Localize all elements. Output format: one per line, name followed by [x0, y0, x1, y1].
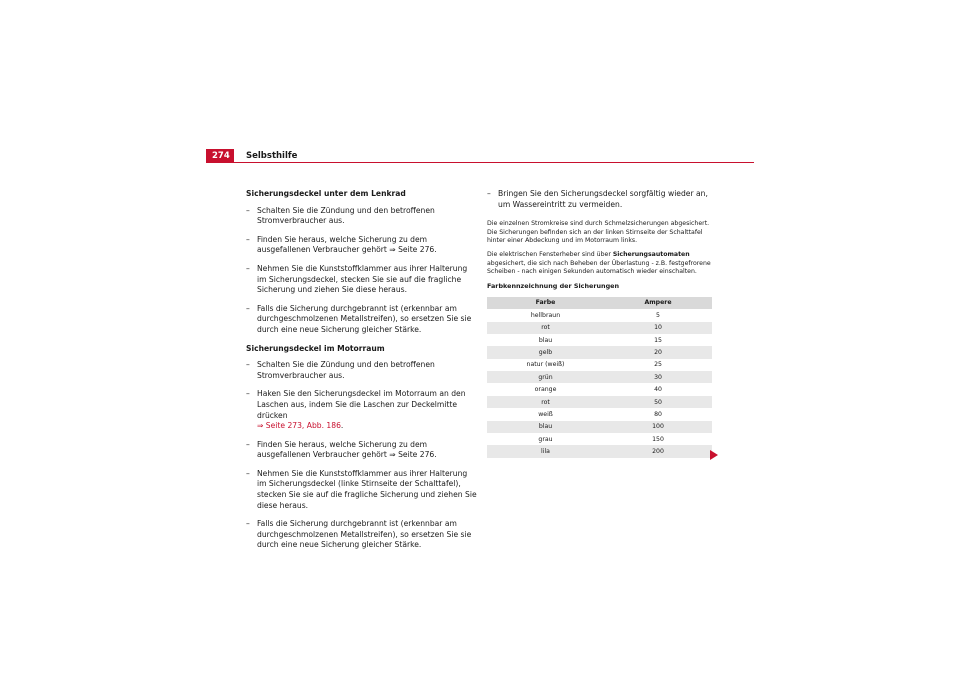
- cell-color: blau: [538, 336, 553, 344]
- cell-color: blau: [487, 421, 604, 433]
- step-text: Schalten Sie die Zündung und den betroffenen Stromverbraucher aus.: [257, 205, 435, 226]
- cell-ampere: 100: [604, 421, 712, 433]
- table-row: [487, 408, 712, 420]
- step-item: [246, 264, 478, 296]
- step-text: Nehmen Sie die Kunststoffklammer aus ihrer Halterung im Sicherungsdeckel, stecken Sie sie auf die fragliche Sicherung und ziehen Sie diese heraus.: [257, 263, 468, 295]
- section-heading-engine: Sicherungsdeckel im Motorraum: [246, 343, 385, 353]
- step-text: Bringen Sie den Sicherungsdeckel sorgfältig wieder an, um Wassereintritt zu vermeiden.: [498, 189, 708, 209]
- step-item: [246, 206, 478, 227]
- step-item: [246, 469, 478, 511]
- cell-ampere: 80: [654, 410, 662, 418]
- step-text: Finden Sie heraus, welche Sicherung zu dem ausgefallenen Verbraucher gehört ⇒ Seite 276.: [257, 234, 437, 255]
- table-row: [487, 309, 712, 321]
- cell-color: hellbraun: [530, 311, 561, 319]
- right-column: [487, 189, 712, 458]
- dash-marker: –: [246, 439, 250, 449]
- cell-color: rot: [487, 396, 604, 408]
- cell-ampere: 10: [604, 322, 712, 334]
- step-item: [487, 189, 712, 210]
- table-header-row: [487, 297, 712, 309]
- section-heading-steering: Sicherungsdeckel unter dem Lenkrad: [246, 189, 406, 198]
- step-text: Falls die Sicherung durchgebrannt ist (erkennbar am durchgeschmolzenen Metallstreifen), so ersetzen Sie sie durch eine neue Sicherung gleicher Stärke.: [257, 519, 472, 550]
- dash-marker: –: [246, 389, 250, 399]
- fuse-color-table: [487, 297, 712, 458]
- table-row: [487, 396, 712, 408]
- cell-ampere: 150: [652, 435, 664, 443]
- table-row: [487, 383, 712, 395]
- cell-ampere: 30: [604, 371, 712, 383]
- step-item: [246, 235, 478, 256]
- cell-color: grau: [538, 435, 553, 443]
- step-item: [246, 519, 478, 551]
- dash-marker: –: [246, 205, 250, 215]
- table-row: [487, 445, 712, 457]
- cell-ampere: 15: [654, 336, 662, 344]
- column-header-ampere: Ampere: [604, 297, 712, 309]
- cell-ampere: 5: [656, 311, 660, 319]
- step-item: [246, 360, 478, 381]
- step-text: Schalten Sie die Zündung und den betroffenen Stromverbraucher aus.: [257, 360, 435, 380]
- info-paragraph: Die einzelnen Stromkreise sind durch Schmelzsicherungen abgesichert. Die Sicherungen befinden sich an der linken Stirnseite der Schalttafel hinter einer Abdeckung und im Motorraum links.: [487, 220, 710, 245]
- cell-color: orange: [534, 386, 557, 394]
- dash-marker: –: [246, 263, 250, 273]
- dash-marker: –: [246, 234, 250, 244]
- cell-color: grün: [487, 371, 604, 383]
- cell-color: gelb: [487, 346, 604, 358]
- step-item: [246, 304, 478, 336]
- table-row: [487, 433, 712, 445]
- column-header-color: Farbe: [487, 297, 604, 309]
- step-text: Haken Sie den Sicherungsdeckel im Motorraum an den Laschen aus, indem Sie die Laschen zur Deckelmitte drücken: [257, 389, 466, 420]
- dash-marker: –: [246, 468, 250, 478]
- cell-ampere: 40: [654, 386, 662, 394]
- dash-marker: –: [246, 519, 250, 529]
- dash-marker: –: [487, 189, 491, 198]
- cell-ampere: 20: [604, 346, 712, 358]
- step-item: [246, 389, 478, 431]
- info-text: abgesichert, die sich nach Beheben der Überlastung - z.B. festgefrorene Scheiben - nach einigen Sekunden automatisch wieder einschalten.: [487, 259, 711, 276]
- cell-color: rot: [487, 322, 604, 334]
- chapter-title: Selbsthilfe: [246, 151, 298, 161]
- step-text-end: .: [340, 421, 344, 431]
- step-text: Finden Sie heraus, welche Sicherung zu dem ausgefallenen Verbraucher gehört ⇒ Seite 276.: [257, 439, 437, 460]
- table-row: [487, 322, 712, 334]
- cell-color: lila: [487, 445, 604, 457]
- dash-marker: –: [246, 360, 250, 370]
- step-item: [246, 440, 478, 461]
- table-row: [487, 371, 712, 383]
- step-text: Nehmen Sie die Kunststoffklammer aus ihrer Halterung im Sicherungsdeckel (linke Stirnseite der Schalttafel), stecken Sie sie auf die fragliche Sicherung und ziehen Sie diese heraus.: [257, 468, 477, 510]
- table-heading: Farbkennzeichnung der Sicherungen: [487, 281, 620, 290]
- dash-marker: –: [246, 303, 250, 313]
- cell-ampere: 200: [604, 445, 712, 457]
- info-paragraph: [487, 251, 712, 277]
- step-text: Falls die Sicherung durchgebrannt ist (erkennbar am durchgeschmolzenen Metallstreifen), so ersetzen Sie sie durch eine neue Sicherung gleicher Stärke.: [257, 303, 472, 334]
- table-row: [487, 421, 712, 433]
- info-text: Die elektrischen Fensterheber sind über: [487, 250, 613, 258]
- table-row: [487, 359, 712, 371]
- cell-ampere: 25: [654, 361, 662, 369]
- page-number: 274: [206, 149, 234, 163]
- info-bold-term: Sicherungsautomaten: [612, 250, 690, 258]
- arrow-right-icon: [710, 450, 718, 460]
- table-row: [487, 334, 712, 346]
- cell-ampere: 50: [604, 396, 712, 408]
- header-divider: [206, 162, 754, 163]
- page-reference-link[interactable]: ⇒ Seite 273, Abb. 186: [257, 421, 341, 431]
- cell-color: natur (weiß): [526, 361, 565, 369]
- cell-color: weiß: [538, 410, 553, 418]
- table-row: [487, 346, 712, 358]
- left-column: [246, 189, 478, 559]
